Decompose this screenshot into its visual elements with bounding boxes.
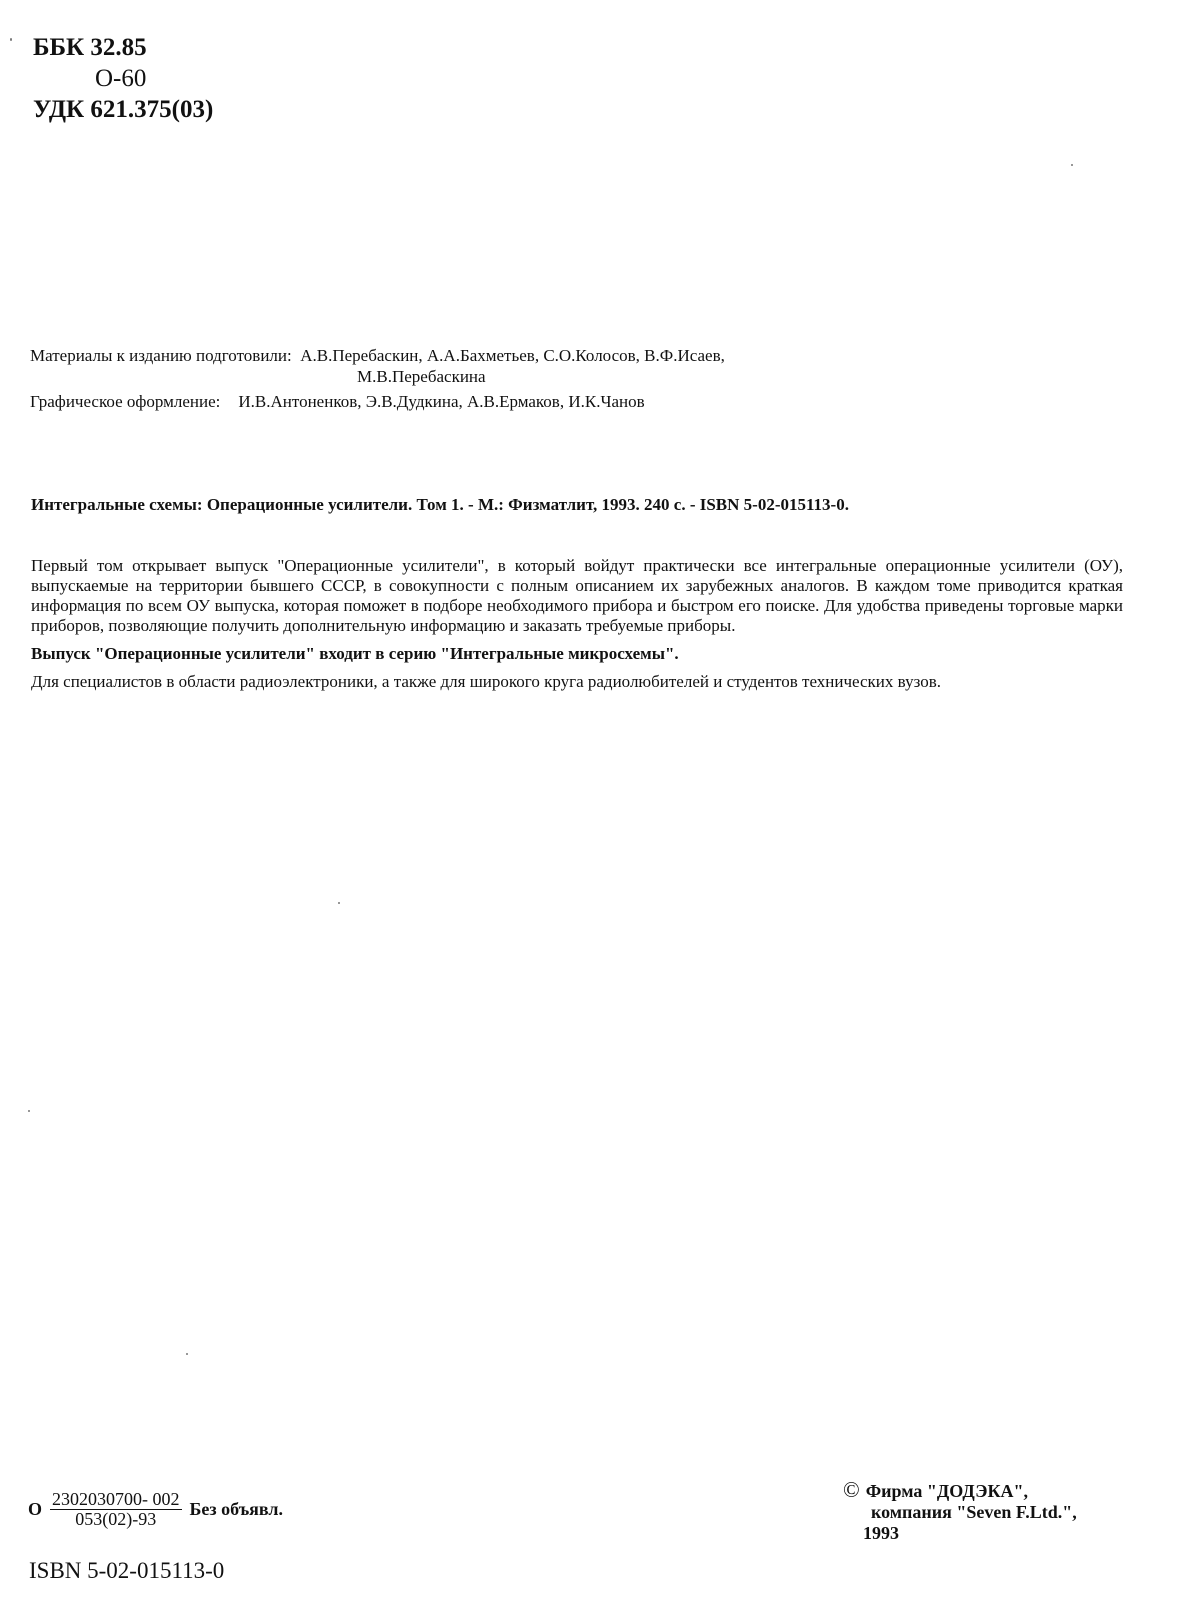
copyright-icon: © xyxy=(843,1477,860,1502)
prepared-names: А.В.Перебаскин, А.А.Бахметьев, С.О.Колосов, В.Ф.Исаев, xyxy=(300,346,725,365)
classification-block xyxy=(33,32,213,125)
author-mark: О-60 xyxy=(95,65,147,92)
annotation xyxy=(31,556,1123,700)
graphic-names: И.В.Антоненков, Э.В.Дудкина, А.В.Ермаков, И.К.Чанов xyxy=(238,392,645,411)
scan-speck xyxy=(10,38,12,41)
index-denominator: 053(02)-93 xyxy=(75,1509,157,1529)
scan-speck xyxy=(338,902,340,904)
bibliographic-record: Интегральные схемы: Операционные усилители. Том 1. - М.: Физматлит, 1993. 240 с. - ISBN 5-02-015113-0. xyxy=(31,495,849,514)
prepared-label: Материалы к изданию подготовили: xyxy=(30,346,292,365)
isbn: ISBN 5-02-015113-0 xyxy=(29,1558,225,1583)
index-note: Без объявл. xyxy=(189,1499,284,1519)
index-fraction xyxy=(50,1490,182,1529)
graphic-label: Графическое оформление: xyxy=(30,392,221,411)
copyright-block xyxy=(843,1479,1077,1544)
scan-speck xyxy=(1071,164,1073,166)
prepared-row xyxy=(30,345,725,366)
credits-block xyxy=(30,345,725,412)
udk-code: УДК 621.375(03) xyxy=(33,96,214,123)
graphic-row xyxy=(30,391,725,412)
copyright-holder: Фирма "ДОДЭКА", xyxy=(865,1481,1028,1501)
series-note: Выпуск "Операционные усилители" входит в серию "Интегральные микросхемы". xyxy=(31,644,679,663)
annotation-paragraph: Первый том открывает выпуск "Операционные усилители", в который войдут практически все интегральные операционные усилители (ОУ), выпускаемые на территории бывшего СССР, в совокупности с полным описанием их зарубежных аналогов. В каждом томе приводится краткая информация по всем ОУ выпуска, которая поможет в подборе необходимого прибора и быстром его поиске. Для удобства приведены торговые марки приборов, позволяющие получить дополнительную информацию и заказать требуемые приборы. xyxy=(31,556,1123,635)
scan-speck xyxy=(186,1353,188,1355)
copyright-line-1 xyxy=(843,1479,1077,1502)
index-numerator: 2302030700- 002 xyxy=(52,1489,180,1509)
index-prefix: О xyxy=(28,1499,43,1519)
bbk-code: ББК 32.85 xyxy=(33,34,147,61)
audience-note: Для специалистов в области радиоэлектроники, а также для широкого круга радиолюбителей и студентов технических вузов. xyxy=(31,672,941,691)
copyright-line-2: компания "Seven F.Ltd.", xyxy=(871,1502,1077,1522)
scan-speck xyxy=(28,1110,30,1112)
prepared-names-continued: М.В.Перебаскина xyxy=(357,367,486,386)
copyright-line-3: 1993 xyxy=(863,1523,899,1543)
publishing-index xyxy=(28,1490,283,1529)
